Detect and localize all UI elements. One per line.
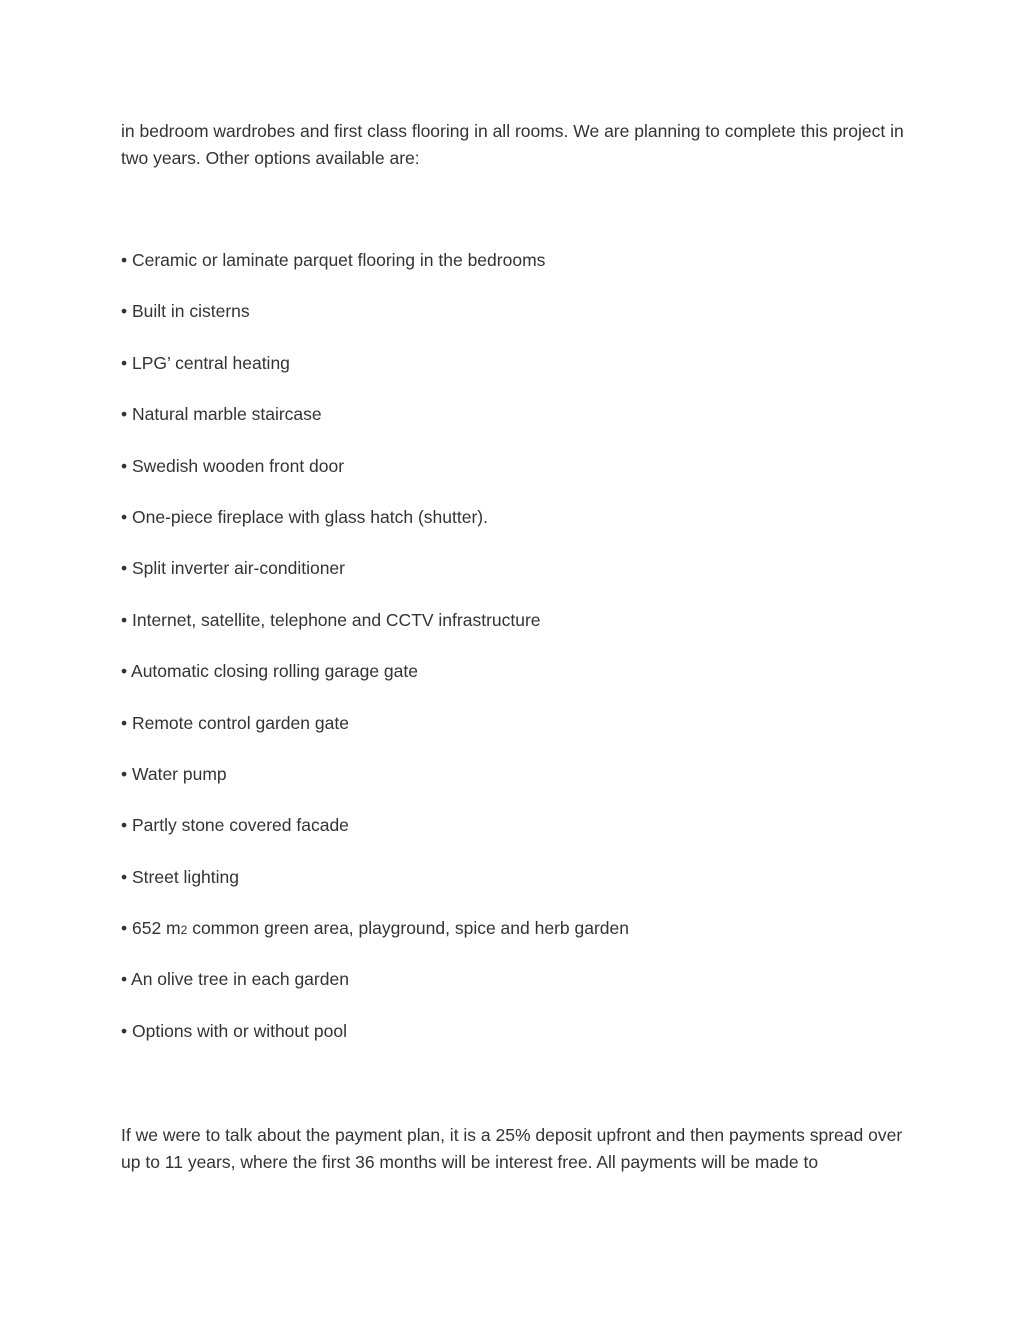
option-item-green-area xyxy=(121,915,629,966)
option-item-garden-gate: • Remote control garden gate xyxy=(121,712,349,733)
option-item-olive-tree: • An olive tree in each garden xyxy=(121,969,349,990)
option-item-pool: • Options with or without pool xyxy=(121,1020,347,1041)
option-item-air-conditioner: • Split inverter air-conditioner xyxy=(121,558,345,579)
option-item-cisterns: • Built in cisterns xyxy=(121,301,250,322)
option-item-front-door: • Swedish wooden front door xyxy=(121,455,345,476)
option-item-facade: • Partly stone covered facade xyxy=(121,815,349,836)
green-area-unit-suffix: 2 xyxy=(180,923,188,938)
payment-paragraph: If we were to talk about the payment plan, it is a 25% deposit upfront and then payments spread over up to 11 years, where the first 36 months will be interest free. All payments will be made to xyxy=(121,1125,903,1172)
option-item-water-pump: • Water pump xyxy=(121,763,227,784)
intro-paragraph: in bedroom wardrobes and first class flooring in all rooms. We are planning to complete this project in two years. Other options available are: xyxy=(121,121,904,168)
option-item-fireplace: • One-piece fireplace with glass hatch (shutter). xyxy=(121,506,488,527)
green-area-size: • 652 m xyxy=(121,918,181,939)
options-list xyxy=(121,247,629,1069)
option-item-infrastructure: • Internet, satellite, telephone and CCTV infrastructure xyxy=(121,609,541,630)
green-area-description: common green area, playground, spice and herb garden xyxy=(187,918,629,939)
option-item-garage-gate: • Automatic closing rolling garage gate xyxy=(121,661,418,682)
option-item-street-lighting: • Street lighting xyxy=(121,866,239,887)
option-item-flooring: • Ceramic or laminate parquet flooring in the bedrooms xyxy=(121,250,546,270)
option-item-heating: • LPG’ central heating xyxy=(121,352,290,373)
option-item-staircase: • Natural marble staircase xyxy=(121,404,322,425)
